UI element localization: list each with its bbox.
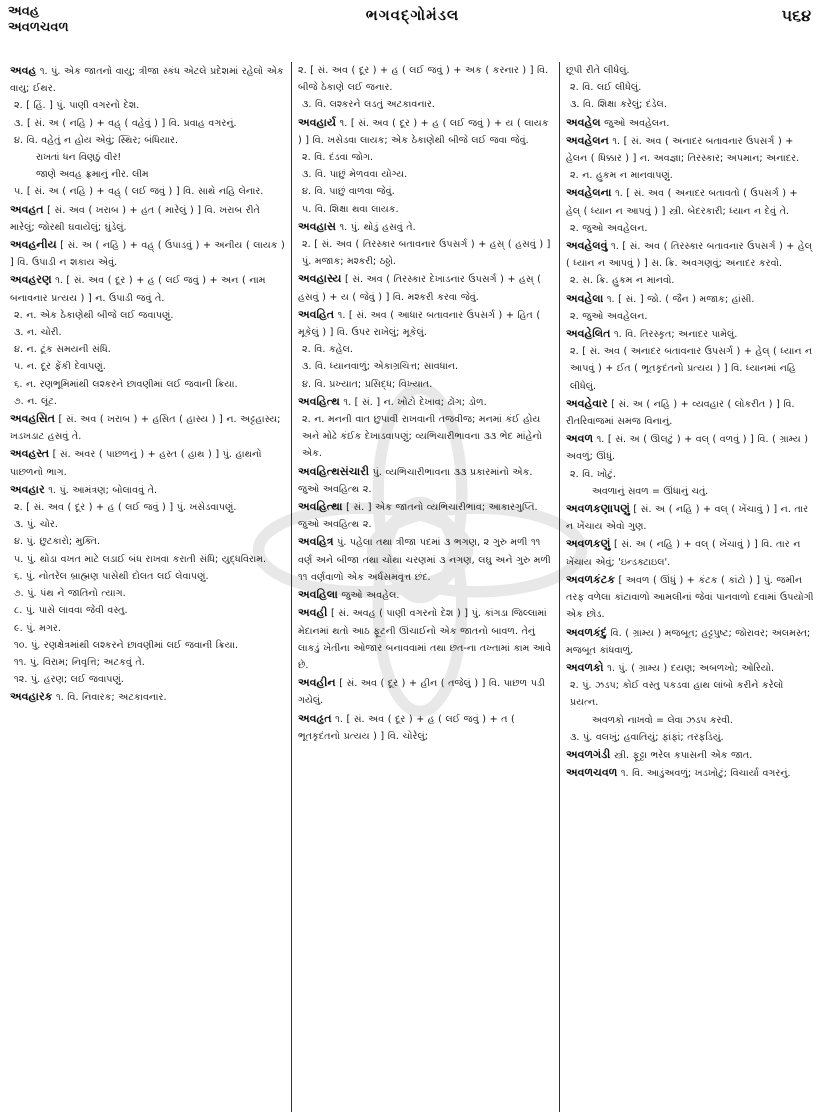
definition-text: ૨. [ સં. અવ ( અનાદર બતાવનાર ઉપસર્ગ ) + હેલ્ ( ધ્યાન ન આપવું ) + ઈત ( ભૂતકૃદંતનો પ્રત્યય ) ] વિ. ધ્યાનમાં નહિ લીધેલું. (570, 346, 813, 392)
headword: અવહેવાર (566, 396, 608, 410)
definition-line (566, 114, 814, 132)
definition-text: ૩. [ સં. અ ( નહિ ) + વહ્ ( વહેવું ) ] વિ. પ્રવાહ વગરનું. (14, 117, 237, 129)
definition-line (10, 602, 285, 619)
definition-line (298, 710, 553, 745)
dictionary-entry (298, 393, 553, 463)
definition-line (10, 201, 285, 236)
definition-text: ૨. ન. એક ઠેકાણેથી બીજે લઈ જવાપણું. (14, 309, 174, 321)
definition-line (298, 674, 553, 709)
definition-line (10, 533, 285, 550)
definition-line (10, 671, 285, 688)
definition-text: ૧. [ સં. ] જો. ( જૈન ) મજાક; હાંસી. (606, 293, 755, 305)
dictionary-entry (10, 236, 285, 271)
definition-text: સ્ત્રી. ફૂટ્ટા ભરેલ કપાસની એક જાત. (613, 749, 753, 761)
definition-text: ૨. વિ. લઈ લીધેલું. (570, 82, 642, 94)
definition-text: ૫. પું. થોડા વખત માટે લડાઈ બંધ રાખવા કરાતી સંધિ; યુદ્ધવિરામ. (14, 553, 267, 565)
definition-text: અવળકો નાખવો = લેવા ઝડપ કરવી. (592, 714, 733, 726)
definition-text: [ સં. અવ ( ખરાબ ) + હત ( મારેલું ) ] વિ. ખરાબ રીતે મારેલું; જોરથી ઘવાયેલું; ઘુંડેલું. (10, 204, 260, 233)
definition-text: [ સં. ] એક જાતનો વ્યભિચારીભાવ; આકારગુપ્તિ. જુઓ અવહિત્થ ૨. (298, 502, 538, 531)
dictionary-entry (566, 430, 814, 500)
headword: અવહૃત (298, 711, 332, 725)
definition-text: ૯. પું. મગર. (14, 622, 61, 634)
definition-line (298, 306, 553, 341)
definition-line (566, 237, 814, 272)
dictionary-entry (566, 325, 814, 395)
dictionary-entry (298, 533, 553, 586)
headword: અવળ (566, 432, 594, 446)
usage-quote (566, 483, 814, 500)
definition-text: ૧. [ સં. અવ ( દૂર ) + હ ( લઈ જવું ) + ત ( ભૂતકૃદંતનો પ્રત્યય ) ] વિ. ચોરેલું; (298, 713, 515, 742)
definition-text: [ સં. અ ( નહિ ) + વલ્ ( ખેંચાવું ) ] ન. તાર ન ખેંચાય એવો ગુણ. (566, 504, 809, 533)
dictionary-entry (566, 624, 814, 659)
definition-text: ૧. [ સં. અવ ( તિરસ્કાર બતાવનાર ઉપસર્ગ ) + હેલ્ ( ધ્યાન ન આપવું ) ] સ. ક્રિ. અવગણવું; અનાદર કરવો. (566, 241, 812, 270)
definition-text: અવળાનું સવળ = ઊંધાનું ચતું. (592, 485, 709, 497)
definition-text: ૨. [ સં. અવ ( તિરસ્કાર બતાવનાર ઉપસર્ગ ) + હસ્ ( હસવું ) ] પું. મજાક; મશ્કરી; ઠઠ્ઠો. (302, 239, 551, 268)
headword: અવળકણું (566, 537, 611, 551)
definition-line (10, 183, 285, 200)
headword: અવળકંટક (566, 572, 615, 586)
definition-text: [ સં. અવર ( પાછળનું ) + હસ્ત ( હાથ ) ] પું. હાથનો પાછળનો ભાગ. (10, 449, 262, 478)
definition-line (566, 677, 814, 711)
definition-line (566, 220, 814, 237)
dictionary-entry (566, 659, 814, 746)
definition-text: ૮. પું. પાસે લાવવા જેવી વસ્તુ. (14, 605, 128, 617)
dictionary-entry (298, 710, 553, 745)
definition-line (298, 62, 553, 96)
definition-line (10, 551, 285, 568)
dictionary-entry (566, 62, 814, 114)
definition-line (298, 236, 553, 270)
dictionary-entry (298, 463, 553, 498)
dictionary-entry (298, 498, 553, 533)
headword: અવહેલિત (566, 327, 611, 341)
definition-line (298, 604, 553, 674)
definition-text: વિ. ( ગ્રામ્ય ) મજબૂત; હટ્ટપુષ્ટ; જોરાવર; અલમસ્ત; મજબૂત કાંધવાળું. (566, 627, 811, 656)
definition-text: ૪. વિ. પ્રખ્યાત; પ્રસિદ્ધ; વિખ્યાત. (302, 378, 433, 390)
dictionary-entry (10, 201, 285, 236)
definition-line (10, 481, 285, 499)
guide-word-first: અવહ (8, 4, 40, 19)
headword: અવળકણાપણું (566, 502, 630, 516)
definition-text: જાણે અવહ ફ્રમાનું નીર. લીમ (36, 169, 149, 181)
definition-line (298, 341, 553, 358)
definition-text: ૨. જુઓ અવહેલન. (570, 310, 648, 322)
definition-line (298, 149, 553, 166)
dictionary-entry (566, 290, 814, 325)
definition-line (10, 376, 285, 393)
headword: અવહત (10, 202, 44, 216)
definition-line (10, 654, 285, 671)
dictionary-entry (10, 445, 285, 480)
definition-line (566, 659, 814, 677)
definition-text: [ સં. અવ ( તિરસ્કાર દેખાડનાર ઉપસર્ગ ) + હસ્ ( હસવું ) + ય ( જેવું ) ] વિ. મશ્કરી કરવા જેવું. (298, 274, 541, 303)
definition-line (566, 571, 814, 624)
definition-line (566, 500, 814, 535)
definition-text: ૩. પું. વલખું; હવાતિયું; ફાંફાં; તરફડિયું. (570, 731, 724, 743)
headword: અવહાસ (298, 219, 336, 233)
definition-text: ૧૧. પું. વિરામ; નિવૃત્તિ; અટકવું તે. (14, 656, 145, 668)
definition-line (298, 166, 553, 183)
definition-text: ૩. ન. ચોરી. (14, 327, 62, 339)
dictionary-entry (298, 270, 553, 305)
definition-text: ૧. પું. એક જાતનો વાયુ; ત્રીજા સ્કંધ એટલે પ્રદેશમાં રહેલો એક વાયુ; ઈથર. (10, 66, 284, 95)
definition-line (566, 325, 814, 343)
definition-text: ૧. [ સં. ] ન. ખોટો દેખાવ; ઢોંગ; ડોળ. (343, 396, 487, 408)
definition-text: [ સં. અવ ( દૂર ) + હીન ( તજેલું ) ] વિ. પાછળ પડી ગયેલું. (298, 678, 545, 707)
headword: અવહેલ (566, 115, 601, 129)
headword: અવહી (298, 606, 328, 620)
definition-text: ૨. વિ. દંડવા જોગ. (302, 152, 374, 164)
definition-line (566, 96, 814, 113)
headword: અવહિત્થા (298, 500, 343, 514)
definition-line (10, 358, 285, 375)
headword: અવહિત્થ (298, 394, 340, 408)
definition-line (298, 183, 553, 200)
dictionary-entry (298, 604, 553, 674)
running-title: ભગવદ્ગોમંડલ (365, 6, 460, 24)
definition-text: ૧. વિ. તિરસ્કૃત; અનાદર પામેલું. (613, 329, 738, 341)
headword: અવહ (10, 64, 37, 77)
definition-line (10, 393, 285, 410)
definition-text: ૬. પું. નોતરેલ બ્રાહ્મણ પાસેથી દોલત લઈ લેવાપણું. (14, 570, 209, 582)
definition-text: ૧. પું. આમંત્રણ; બોલાવવું તે. (48, 484, 158, 496)
dictionary-entry (566, 237, 814, 290)
definition-line (566, 132, 814, 167)
headword: અવહિલા (298, 588, 338, 602)
dictionary-columns (8, 62, 820, 1112)
dictionary-entry (566, 746, 814, 764)
headword: અવળકંદું (566, 625, 607, 639)
definition-text: ૪. પું. છુટકારો; મુક્તિ. (14, 536, 101, 548)
definition-text: જુઓ અવહેલ. (341, 590, 400, 602)
dictionary-entry (10, 410, 285, 445)
headword: અવહસિત (10, 412, 55, 426)
headword: અવહેલના (566, 186, 612, 200)
definition-line (10, 115, 285, 132)
definition-line (298, 114, 553, 149)
page-number: ૫૬૪ (781, 6, 811, 25)
definition-line (10, 516, 285, 533)
usage-quote (10, 149, 285, 166)
definition-text: ૭. પું. પંથ ને જાતિનો ત્યાગ. (14, 588, 126, 600)
dictionary-entry (10, 481, 285, 688)
definition-line (566, 624, 814, 659)
definition-text: [ અવળ ( ઊંધું ) + કંટક ( કાંટો ) ] પું. જમીન તરફ વળેલા કાંટાવાળો આમલીનાં જેવાં પાનવાળો દવામાં ઉપયોગી એક છોડ. (566, 574, 814, 621)
definition-line (10, 620, 285, 637)
definition-text: ૧. [ સં. અ ( ઊલટું ) + વલ્ ( વળવું ) ] વિ. ( ગ્રામ્ય ) અવળું; ઊંધું. (566, 434, 809, 463)
column-1 (8, 62, 292, 1112)
dictionary-entry (566, 184, 814, 237)
definition-text: ૨. પું. ઝડપ; કોઈ વસ્તુ પકડવા હાથ લાંબો કરીને કરેલો પ્રયત્ન. (570, 680, 784, 709)
headword: અવહારક (10, 690, 53, 704)
headword: અવહરણ (10, 273, 52, 287)
definition-line (566, 729, 814, 746)
definition-line (566, 746, 814, 764)
headword: અવહિત્થસંચારી (298, 464, 370, 478)
dictionary-entry (10, 62, 285, 201)
definition-line (566, 62, 814, 79)
dictionary-entry (298, 114, 553, 218)
definition-text: ૨. [ સં. અવ ( દૂર ) + હ ( લઈ જવું ) ] પું. ખસેડવાપણું. (14, 502, 237, 514)
definition-text: ૧. પું. ( ગ્રામ્ય ) દયણ; અબળખો; ઓરિયો. (607, 662, 775, 674)
definition-text: ૩. વિ. ધ્યાનવાળું; એકાગ્રચિત્ત; સાવધાન. (302, 361, 459, 373)
headword: અવળગંડી (566, 747, 611, 761)
definition-text: ૧. [ સં. અવ ( દૂર ) + હ ( લઈ જવું ) + ય ( લાયક ) ] વિ. ખસેડવા લાયક; એક ઠેકાણેથી બીજે લઈ જવા જેવું. (298, 117, 549, 146)
definition-text: [ સં. અવહ ( પાણી વગરનો દેશ ) ] પું. કાંગડા જિલ્લામાં મેદાનમાં થતો આઠ ફૂટની ઊંચાઈનો એક જાતનો બાવળ. તેનું લાકડું ખેતીના ઓજાર બનાવવામાં તથા છત-ના તખ્તામાં કામ આવે છે. (298, 608, 552, 671)
definition-text: ૫. [ સં. અ ( નહિ ) + વહ્ ( લઈ જવું ) ] વિ. સાથે નહિ લેનાર. (14, 186, 264, 198)
definition-line (566, 167, 814, 184)
definition-line (10, 445, 285, 480)
definition-text: ૨. વિ. ખોટું. (570, 468, 616, 480)
definition-text: ૫. વિ. શિક્ષા થવા લાયક. (302, 203, 399, 215)
headword: અવહીન (298, 676, 336, 690)
headword: અવહેલા (566, 291, 604, 305)
definition-text: રાખતાં ધન વિણઠું વીર! (36, 152, 122, 164)
definition-line (298, 270, 553, 305)
definition-line (10, 688, 285, 706)
definition-line (10, 568, 285, 585)
definition-line (566, 430, 814, 465)
definition-text: ૨. [ હિં. ] પું. પાણી વગરનો દેશ. (14, 100, 140, 112)
definition-text: ૧૨. પું. હરણ; લઈ જવાપણું. (14, 674, 124, 686)
definition-line (566, 79, 814, 96)
page-header (0, 0, 825, 62)
definition-line (298, 96, 553, 113)
definition-text: ૧. [ સં. અવ ( અનાદર બતાવનાર ઉપસર્ગ ) + હેલન ( ધિક્કાર ) ] ન. અવજ્ઞા; તિરસ્કાર; અપમાન; અનાદર. (566, 135, 800, 165)
definition-text: ૧. વિ. આડુંઅવળું; ખડખોટું; વિચાર્યા વગરનું. (620, 768, 791, 780)
definition-text: ૪. વિ. પાછું વાળવા જેવું. (302, 186, 395, 198)
headword: અવહિત્ર (298, 535, 334, 549)
definition-text: ૩. વિ. શિક્ષા કરેલું; દંડેલ. (570, 99, 667, 111)
column-2 (292, 62, 560, 1112)
definition-line (298, 393, 553, 411)
dictionary-entry (566, 535, 814, 570)
headword: અવળચવળ (566, 766, 618, 780)
definition-line (10, 410, 285, 445)
definition-text: [ સં. અ ( નહિ ) + વલ્ ( ખેંચાવું ) ] વિ. તાર ન ખેંચાય એવું; 'ઇન્ડક્ટાઇલ'. (566, 539, 801, 568)
definition-line (566, 272, 814, 289)
dictionary-entry (566, 571, 814, 624)
headword: અવહાસ્ય (298, 272, 342, 286)
dictionary-entry (566, 395, 814, 430)
definition-line (566, 764, 814, 782)
column-3 (560, 62, 820, 1112)
definition-line (566, 535, 814, 570)
dictionary-entry (298, 586, 553, 604)
definition-text: ૧. [ સં. અવ ( દૂર ) + હ ( લઈ જવું ) + અન ( નામ બનાવનાર પ્રત્યય ) ] ન. ઉપાડી જવું તે. (10, 275, 266, 304)
definition-line (298, 498, 553, 533)
definition-text: [ સં. અ ( નહિ ) + વ્યવહાર ( લોકરીત ) ] વિ. રીતરિવાજમાં સમજ વિનાનું. (566, 398, 795, 428)
definition-line (10, 637, 285, 654)
dictionary-entry (298, 62, 553, 114)
definition-text: ૨. સ. ક્રિ. હુકમ ન માનવો. (570, 275, 675, 287)
definition-text: ૭. ન. લૂંટ. (14, 395, 57, 407)
definition-text: જુઓ અવહેલન. (604, 117, 670, 129)
definition-line (10, 62, 285, 97)
definition-line (298, 358, 553, 375)
definition-line (566, 184, 814, 219)
definition-line (298, 376, 553, 393)
definition-text: ૨. ન. હુકમ ન માનવાપણું. (570, 170, 673, 182)
definition-text: ૧. [ સં. અવ ( અનાદર બતાવતો ( ઉપસર્ગ ) + હેલ્ ( ધ્યાન ન આપવું ) ] સ્ત્રી. બેદરકારી; ધ્યાન ન દેવું તે. (566, 188, 798, 217)
headword: અવહિત (298, 307, 335, 321)
dictionary-entry (298, 674, 553, 709)
definition-text: પું. પહેલા તથા ત્રીજા પદમાં ૩ ભગણ, ૨ ગુરુ મળી ૧૧ વર્ણ અને બીજા તથા ચોથા ચરણમાં ૩ નગણ, લઘુ અને ગુરુ મળી ૧૧ વર્ણવાળો એક અર્ધસમવૃત્ત છંદ. (298, 537, 551, 583)
headword: અવહાર્ય (298, 115, 336, 129)
usage-quote (566, 712, 814, 729)
headword: અવહેલન (566, 133, 609, 147)
headword: અવહનીય (10, 238, 57, 252)
definition-line (566, 308, 814, 325)
definition-text: ૩. વિ. પાછું મેળવવા યોગ્ય. (302, 169, 408, 181)
dictionary-entry (10, 271, 285, 410)
definition-text: ૬. ન. રણભૂમિમાંથી લશ્કરને છાવણીમાં લઈ જવાની ક્રિયા. (14, 378, 238, 390)
definition-text: ૧. [ સં. અવ ( આધાર બતાવનાર ઉપસર્ગ ) + હિત ( મૂકેલું ) ] વિ. ઉપર રાખેલું; મૂકેલું. (298, 309, 541, 339)
dictionary-entry (566, 764, 814, 782)
dictionary-entry (298, 306, 553, 393)
definition-text: ૫. ન. દૂર ફેંકી દેવાપણું. (14, 361, 106, 373)
definition-line (298, 533, 553, 586)
headword: અવહેલવું (566, 239, 608, 253)
definition-line (298, 586, 553, 604)
guide-word-last: અવળચવળ (8, 20, 69, 35)
definition-text: ૨. વિ. કહેલ. (302, 344, 353, 356)
dictionary-entry (566, 132, 814, 185)
definition-text: ૨. ન. મનની વાત છુપાવી રાખવાની તજવીજ; મનમાં કંઈ હોય અને મોઢે કંઈક દેખાડવાપણું; વ્યભિચારીભાવના ૩૩ ભેદ માંહેનો એક. (302, 414, 542, 460)
definition-line (566, 290, 814, 308)
dictionary-entry (566, 500, 814, 535)
headword: અવહાર (10, 482, 45, 496)
definition-text: ૧૦. પું. રણક્ષેત્રમાંથી લશ્કરને છાવણીમાં લઈ જવાની ક્રિયા. (14, 639, 238, 651)
definition-line (10, 307, 285, 324)
headword: અવહસ્ત (10, 447, 50, 461)
dictionary-entry (298, 218, 553, 271)
definition-line (298, 218, 553, 236)
definition-line (10, 236, 285, 271)
definition-text: ૪. વિ. વહેતું ન હોય એવું; સ્થિર; બંધિયાર. (14, 134, 179, 146)
definition-text: ૩. વિ. લશ્કરને લડતું અટકાવનાર. (302, 99, 435, 111)
definition-text: છૂપી રીતે લીધેલું. (566, 65, 630, 76)
headword: અવળકો (566, 660, 604, 674)
dictionary-entry (566, 114, 814, 132)
definition-line (298, 463, 553, 498)
definition-line (10, 341, 285, 358)
definition-text: ૧. પું. થોડું હસવું તે. (339, 221, 416, 233)
definition-text: [ સં. અ ( નહિ ) + વહ્ ( ઉપાડવું ) + અનીય ( લાયક ) ] વિ. ઉપાડી ન શકાય એવું. (10, 240, 285, 269)
definition-line (10, 132, 285, 149)
definition-line (10, 97, 285, 114)
definition-line (10, 499, 285, 516)
definition-line (566, 343, 814, 395)
definition-line (10, 324, 285, 341)
definition-line (298, 411, 553, 463)
definition-line (298, 201, 553, 218)
definition-text: ૨. જુઓ અવહેલન. (570, 222, 648, 234)
definition-text: ૩. પું. ચોર. (14, 519, 58, 531)
definition-line (10, 585, 285, 602)
definition-text: પું. વ્યભિચારીભાવના ૩૩ પ્રકારમાંનો એક. જુઓ અવહિત્થ ૨. (298, 466, 533, 495)
definition-text: ૪. ન. ટૂંક સમયની સંધિ. (14, 344, 111, 356)
definition-text: [ સં. અવ ( ખરાબ ) + હસિત ( હાસ્ય ) ] ન. અટ્ટહાસ્ય; ખડખડાટ હસવું તે. (10, 414, 281, 443)
definition-line (566, 466, 814, 483)
definition-line (566, 395, 814, 430)
dictionary-entry (10, 688, 285, 706)
definition-text: ૧. વિ. નિવારક; અટકાવનાર. (56, 692, 167, 704)
definition-line (10, 271, 285, 306)
usage-quote (10, 166, 285, 183)
definition-text: ૨. [ સં. અવ ( દૂર ) + હ ( લઈ જવું ) + અક ( કરનાર ) ] વિ. બીજે ઠેકાણે લઈ જનાર. (298, 65, 549, 94)
